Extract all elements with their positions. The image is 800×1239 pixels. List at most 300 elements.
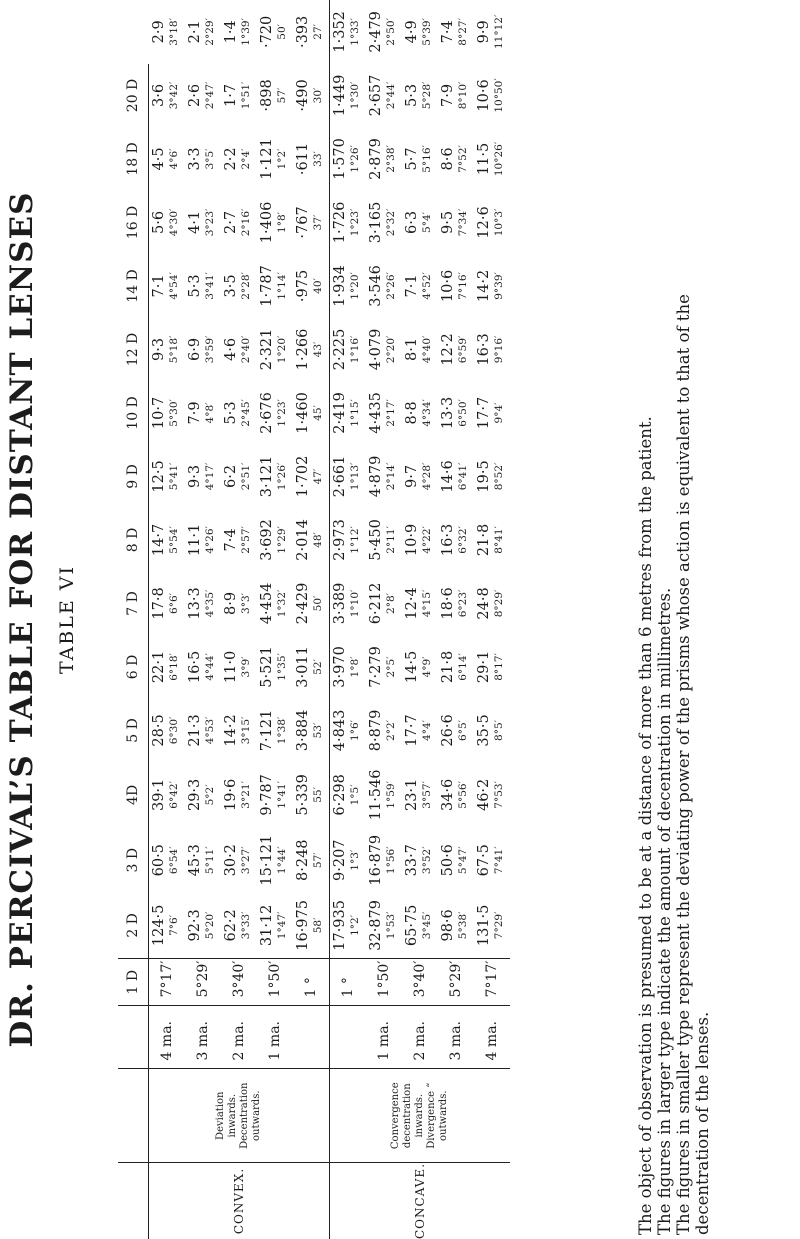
prism-angle: 3°5′ [204,148,216,170]
decentration-mm: 4·5 [151,147,167,171]
decentration-mm: 35·5 [476,714,492,747]
prism-type-top: Convergence decentration inwards. [390,1082,425,1150]
table-row [221,0,257,1239]
value-cell [330,445,367,509]
decentration-mm: 2·657 [368,74,384,117]
value-cell [185,572,221,636]
decentration-mm: 11·1 [187,523,203,557]
prism-angle: 10°3′ [493,208,505,237]
header-cell [118,1069,149,1163]
value-cell [402,893,438,958]
deviation-degrees: 5°29′ [438,958,474,1006]
prism-angle: 53′ [312,722,324,739]
prism-angle: 6°30′ [168,716,180,745]
value-cell [330,699,367,763]
value-cell [185,318,221,382]
value-cell [149,0,186,64]
value-cell [474,127,510,191]
prism-angle: 4°34′ [421,399,433,427]
prism-angle: 8°5′ [493,719,505,741]
decentration-mm: 1·121 [259,138,275,180]
value-cell [185,893,221,958]
decentration-mm: 2·6 [187,83,203,107]
value-cell [185,508,221,572]
value-cell [330,508,367,572]
decentration-mm: 26·6 [440,714,456,747]
value-cell [185,381,221,445]
value-cell [293,635,330,699]
prism-angle: 57′ [312,852,324,869]
prism-angle: 1°39′ [240,18,252,46]
value-cell [402,64,438,128]
decentration-mm: 11·5 [476,142,492,176]
decentration-mm: 8·8 [404,401,420,425]
decentration-mm: 21·3 [187,714,203,747]
prism-angle: 7°34′ [457,208,469,237]
prism-angle: 2°8′ [385,592,397,614]
decentration-mm: 7·9 [187,401,203,425]
decentration-mm: 12·2 [440,333,456,366]
decentration-mm: 7·1 [151,274,167,298]
value-cell [474,508,510,572]
value-cell [185,254,221,318]
header-cell: 1 D [118,958,149,1006]
value-cell [257,254,293,318]
decentration-mm: 13·3 [187,587,203,620]
decentration-mm: 4·6 [223,337,239,361]
decentration-mm: ·490 [295,79,311,112]
prism-angle: 2°20′ [385,335,397,364]
header-cell: 10 D [118,381,149,445]
distance-label [293,1006,330,1069]
value-cell [474,64,510,128]
decentration-mm: 34·6 [440,778,456,812]
decentration-mm: 3·884 [295,709,311,752]
prism-angle: 4°26′ [204,526,216,554]
decentration-mm: 2·1 [187,20,203,44]
distance-label: 1 ma. [257,1006,293,1069]
value-cell [221,893,257,958]
prism-angle: 3°52′ [421,846,433,875]
value-cell [330,0,367,64]
deviation-degrees: 1°50′ [257,958,293,1006]
prism-angle: 2°2′ [385,719,397,741]
table-row [474,0,510,1239]
header-cell: 6 D [118,635,149,699]
decentration-mm: 10·9 [404,523,420,557]
value-cell [402,191,438,255]
prism-angle: 4°6′ [168,148,180,170]
value-cell [149,828,186,893]
prism-angle: 4°8′ [204,402,216,424]
decentration-mm: 5·7 [404,147,420,171]
prism-angle: 1°29′ [276,526,288,554]
prism-angle: 3°3′ [240,592,252,614]
prism-angle: 1°53′ [385,911,397,940]
decentration-mm: 13·3 [440,396,456,430]
header-cell: 2 D [118,893,149,958]
decentration-mm: 16·975 [295,900,311,951]
decentration-mm: 7·4 [440,20,456,44]
value-cell [257,191,293,255]
value-cell [330,191,367,255]
deviation-degrees: 1 ° [293,958,330,1006]
value-cell [438,0,474,64]
value-cell [402,635,438,699]
value-cell [474,635,510,699]
value-cell [438,318,474,382]
value-cell [330,828,367,893]
prism-type-label [149,1069,330,1163]
prism-type-label [330,1069,511,1163]
prism-angle: 2°32′ [385,208,397,237]
prism-angle: 8°29′ [493,589,505,618]
prism-angle: 3°21′ [240,781,252,809]
decentration-mm: 1·352 [332,11,348,53]
prism-angle: 2°4′ [240,148,252,170]
value-cell [474,445,510,509]
decentration-mm: 8·9 [223,591,239,615]
decentration-mm: 9·207 [332,839,348,881]
prism-angle: 8°27′ [457,18,469,46]
prism-angle: 1°20′ [276,335,288,364]
value-cell [185,127,221,191]
decentration-mm: 24·8 [476,587,492,620]
prism-angle: 4°52′ [421,272,433,300]
decentration-mm: 98·6 [440,909,456,942]
value-cell [149,635,186,699]
value-cell [366,762,402,827]
decentration-mm: 9·787 [259,774,275,816]
value-cell [366,0,402,64]
prism-angle: 1°2′ [349,914,361,936]
table-row [366,0,402,1239]
value-cell [438,64,474,128]
prism-angle: 6°32′ [457,526,469,554]
decentration-mm: 9·9 [476,20,492,44]
footnote-3: The figures in smaller type represent the deviating power of the prisms whose action is equivalent to that of the [674,294,693,1235]
prism-angle: 5°30′ [168,399,180,427]
decentration-mm: 11·546 [368,769,384,821]
header-cell: 16 D [118,191,149,255]
decentration-mm: 2·973 [332,519,348,561]
table-row [257,0,293,1239]
decentration-mm: 3·970 [332,646,348,688]
decentration-table [118,0,510,1239]
decentration-mm: 4·843 [332,709,348,752]
value-cell [185,762,221,827]
decentration-mm: 14·7 [151,523,167,557]
header-cell: 12 D [118,318,149,382]
value-cell [438,828,474,893]
distance-label [330,1006,367,1069]
table-row [185,0,221,1239]
value-cell [438,508,474,572]
prism-angle: 1°23′ [349,208,361,237]
decentration-mm: 7·1 [404,274,420,298]
value-cell [402,762,438,827]
prism-type-bottom: Divergence “ outwards. [426,1082,449,1149]
table-subtitle: TABLE VI [56,564,78,675]
decentration-mm: 1·449 [332,74,348,117]
value-cell [293,893,330,958]
prism-angle: 52′ [312,659,324,675]
value-cell [221,127,257,191]
value-cell [474,254,510,318]
decentration-mm: 12·5 [151,460,167,493]
decentration-mm: 19·5 [476,460,492,493]
distance-label: 4 ma. [149,1006,186,1069]
value-cell [293,127,330,191]
decentration-mm: ·898 [259,79,275,112]
value-cell [149,893,186,958]
decentration-mm: 10·7 [151,396,167,430]
decentration-mm: 3·5 [223,274,239,298]
decentration-mm: 21·8 [440,650,456,684]
decentration-mm: 12·6 [476,206,492,239]
value-cell [221,445,257,509]
decentration-mm: 7·121 [259,709,275,752]
prism-angle: 1°59′ [385,781,397,809]
decentration-mm: 3·3 [187,147,203,171]
value-cell [474,572,510,636]
decentration-mm: 2·676 [259,392,275,434]
prism-angle: 50′ [276,23,288,40]
prism-angle: 3°42′ [168,81,180,110]
value-cell [366,381,402,445]
decentration-mm: 19·6 [223,778,239,812]
prism-angle: 1°23′ [276,399,288,427]
prism-angle: 6°23′ [457,589,469,618]
prism-angle: 4°22′ [421,526,433,554]
prism-angle: 7°6′ [168,914,180,936]
value-cell [402,381,438,445]
prism-angle: 6°18′ [168,653,180,681]
decentration-mm: 2·879 [368,138,384,180]
prism-angle: 1°6′ [349,719,361,741]
value-cell [366,254,402,318]
table-row [149,0,186,1239]
header-cell [118,1162,149,1239]
lens-group-label: CONCAVE. [330,1162,511,1239]
value-cell [438,699,474,763]
value-cell [330,318,367,382]
prism-angle: 2°38′ [385,145,397,173]
decentration-mm: 124·5 [151,904,167,947]
prism-angle: 3°33′ [240,911,252,940]
value-cell [474,699,510,763]
prism-angle: 1°26′ [349,145,361,173]
distance-label: 3 ma. [185,1006,221,1069]
decentration-mm: ·767 [295,206,311,239]
value-cell [293,191,330,255]
decentration-mm: 3·011 [295,646,311,688]
decentration-mm: 4·9 [404,20,420,44]
value-cell [474,0,510,64]
prism-angle: 33′ [312,151,324,167]
prism-angle: 1°12′ [349,526,361,554]
prism-angle: 45′ [312,405,324,421]
value-cell [185,635,221,699]
decentration-mm: 2·7 [223,210,239,234]
value-cell [474,828,510,893]
value-cell [257,0,293,64]
value-cell [257,635,293,699]
prism-angle: 2°57′ [240,526,252,554]
decentration-mm: 31·12 [259,904,275,947]
value-cell [221,0,257,64]
decentration-mm: 10·6 [476,79,492,112]
prism-angle: 1°56′ [385,846,397,875]
prism-angle: 3°59′ [204,335,216,364]
value-cell [438,445,474,509]
prism-angle: 1°38′ [276,716,288,745]
value-cell [185,0,221,64]
prism-angle: 3°15′ [240,716,252,745]
distance-label: 3 ma. [438,1006,474,1069]
value-cell [149,191,186,255]
value-cell [474,381,510,445]
value-cell [366,572,402,636]
value-cell [474,318,510,382]
prism-angle: 4°17′ [204,462,216,491]
header-cell: 18 D [118,127,149,191]
prism-angle: 5°18′ [168,335,180,364]
decentration-mm: 46·2 [476,778,492,812]
prism-angle: 4°15′ [421,589,433,618]
header-cell: 9 D [118,445,149,509]
prism-angle: 7°41′ [493,846,505,875]
prism-angle: 6°50′ [457,399,469,427]
prism-angle: 40′ [312,278,324,294]
deviation-degrees: 7°17′ [149,958,186,1006]
decentration-mm: 23·1 [404,778,420,812]
distance-label: 2 ma. [402,1006,438,1069]
prism-angle: 7°53′ [493,781,505,809]
value-cell [402,508,438,572]
value-cell [293,445,330,509]
value-cell [149,699,186,763]
header-cell: 14 D [118,254,149,318]
prism-angle: 1°44′ [276,846,288,875]
value-cell [221,828,257,893]
prism-angle: 1°30′ [349,81,361,110]
prism-angle: 5°47′ [457,846,469,875]
value-cell [330,127,367,191]
decentration-mm: 1·702 [295,455,311,498]
value-cell [438,127,474,191]
value-cell [366,127,402,191]
prism-angle: 8°17′ [493,653,505,681]
prism-angle: 6°59′ [457,335,469,364]
value-cell [366,64,402,128]
prism-angle: 1°10′ [349,589,361,618]
prism-angle: 58′ [312,917,324,934]
decentration-mm: 17·935 [332,900,348,951]
value-cell [257,445,293,509]
value-cell [149,762,186,827]
decentration-mm: 11·0 [223,650,239,684]
decentration-mm: 33·7 [404,844,420,877]
decentration-mm: 1·4 [223,20,239,44]
value-cell [257,381,293,445]
decentration-mm: ·611 [295,142,311,176]
decentration-mm: 67·5 [476,844,492,877]
decentration-mm: 17·7 [404,714,420,747]
prism-angle: 37′ [312,214,324,231]
prism-angle: 1°13′ [349,462,361,491]
prism-angle: 1°20′ [349,272,361,300]
prism-angle: 57′ [276,87,288,104]
prism-angle: 3°41′ [204,272,216,300]
prism-angle: 1°41′ [276,781,288,809]
header-cell: 20 D [118,64,149,128]
decentration-mm: 6·3 [404,210,420,234]
prism-angle: 8°10′ [457,81,469,110]
decentration-mm: 10·6 [440,269,456,303]
decentration-mm: 1·787 [259,265,275,307]
decentration-mm: 6·212 [368,582,384,625]
prism-angle: 6°14′ [457,653,469,681]
prism-angle: 2°50′ [385,18,397,46]
prism-angle: 8°41′ [493,526,505,554]
prism-angle: 30′ [312,87,324,104]
decentration-mm: 3·165 [368,201,384,244]
value-cell [257,828,293,893]
decentration-mm: 5·3 [187,274,203,298]
prism-angle: 1°26′ [276,462,288,491]
deviation-degrees: 1°50′ [366,958,402,1006]
value-cell [149,572,186,636]
table-row [402,0,438,1239]
decentration-mm: 5·339 [295,774,311,816]
value-cell [257,572,293,636]
prism-angle: 8°52′ [493,462,505,491]
decentration-mm: 32·879 [368,900,384,951]
prism-angle: 5°39′ [421,18,433,46]
value-cell [221,191,257,255]
distance-label: 1 ma. [366,1006,402,1069]
value-cell [330,635,367,699]
prism-angle: 5°4′ [421,211,433,233]
prism-angle: 3°23′ [204,208,216,237]
prism-angle: 1°32′ [276,589,288,618]
value-cell [402,828,438,893]
value-cell [185,191,221,255]
decentration-mm: 2·321 [259,328,275,371]
prism-angle: 27′ [312,23,324,40]
decentration-mm: 30·2 [223,844,239,877]
prism-angle: 6°41′ [457,462,469,491]
value-cell [221,381,257,445]
value-cell [330,893,367,958]
decentration-mm: 3·389 [332,582,348,625]
prism-angle: 1°3′ [349,849,361,871]
decentration-mm: 8·879 [368,709,384,752]
value-cell [438,572,474,636]
value-cell [257,127,293,191]
decentration-mm: 2·429 [295,582,311,625]
value-cell [149,381,186,445]
value-cell [221,762,257,827]
prism-angle: 1°5′ [349,784,361,806]
table-row [438,0,474,1239]
header-cell: 8 D [118,508,149,572]
prism-angle: 5°54′ [168,526,180,554]
value-cell [185,64,221,128]
value-cell [330,762,367,827]
prism-angle: 6°42′ [168,781,180,809]
